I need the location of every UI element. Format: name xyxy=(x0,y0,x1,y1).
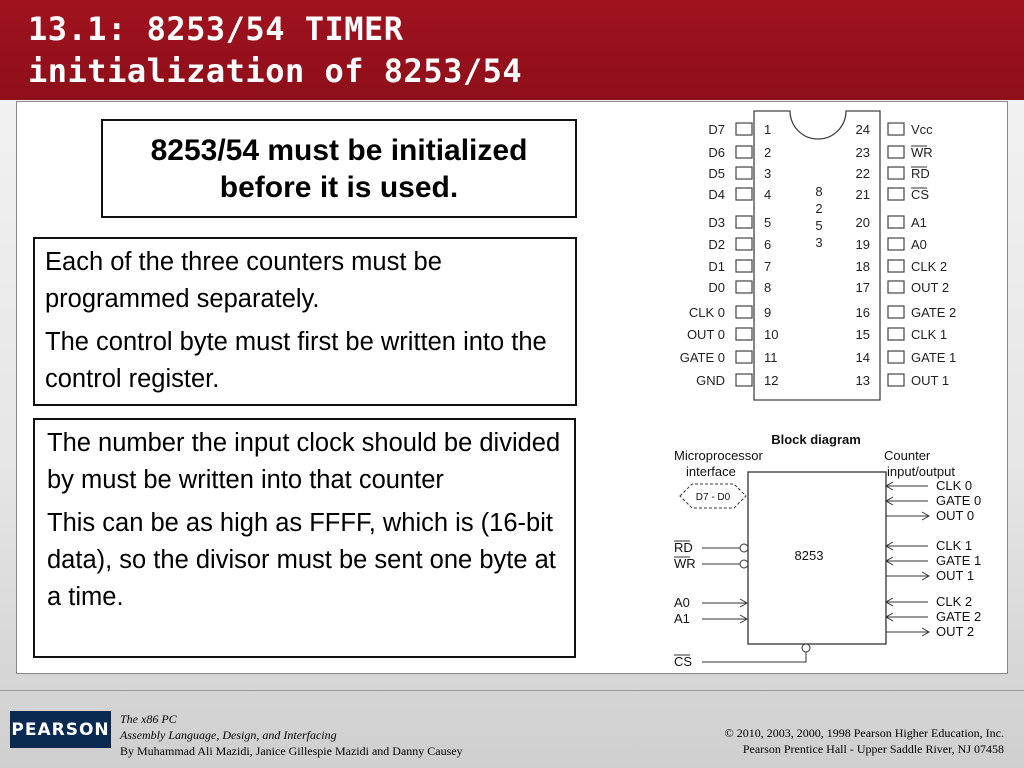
counter-signal-label: OUT 1 xyxy=(936,568,975,583)
pin-number: 7 xyxy=(764,259,772,274)
pin-label: D0 xyxy=(708,280,725,295)
pin-pad xyxy=(736,146,752,158)
right-heading: Counter xyxy=(884,448,931,463)
chip-label-char: 5 xyxy=(815,218,823,233)
pin-number: 10 xyxy=(764,327,779,342)
pin-label: D7 xyxy=(708,122,725,137)
pin-label: WR xyxy=(911,145,933,160)
pin-label: GND xyxy=(696,373,725,388)
pin-label: OUT 1 xyxy=(911,373,950,388)
active-low-bubble xyxy=(802,644,810,652)
publisher-line: Pearson Prentice Hall - Upper Saddle River, NJ 07458 xyxy=(742,742,1004,756)
counter-signal-label: CLK 0 xyxy=(936,478,973,493)
block-diagram xyxy=(660,428,990,674)
pin-number: 1 xyxy=(764,122,772,137)
pin-pad xyxy=(888,167,904,179)
pin-pad xyxy=(736,216,752,228)
paragraph: The control byte must first be written into the control register. xyxy=(45,328,547,393)
bus-label: D7 - D0 xyxy=(695,492,731,503)
paragraph: Each of the three counters must be programmed separately. xyxy=(45,248,442,313)
pin-number: 4 xyxy=(764,187,772,202)
paragraph: This can be as high as FFFF, which is (16-bit data), so the divisor must be sent one byte at a time. xyxy=(47,509,556,611)
pin-number: 9 xyxy=(764,305,772,320)
pin-number: 2 xyxy=(764,145,772,160)
right-heading: input/output xyxy=(887,464,955,479)
pin-pad xyxy=(888,123,904,135)
pin-label: A0 xyxy=(911,237,927,252)
pin-number: 19 xyxy=(855,237,870,252)
pinout-diagram xyxy=(660,108,960,408)
pin-number: 15 xyxy=(855,327,870,342)
pin-pad xyxy=(888,260,904,272)
pin-label: D4 xyxy=(708,187,725,202)
note-line-1: 8253/54 must be initialized xyxy=(150,133,528,167)
book-authors: By Muhammad Ali Mazidi, Janice Gillespie Mazidi and Danny Causey xyxy=(120,744,463,758)
block-diagram-title: Block diagram xyxy=(771,432,861,447)
pin-pad xyxy=(736,123,752,135)
pin-label: D2 xyxy=(708,237,725,252)
slide-title-line-1: 13.1: 8253/54 TIMER xyxy=(28,10,404,48)
pearson-logo: PEARSON xyxy=(10,711,111,748)
pin-label: CLK 1 xyxy=(911,327,948,342)
pin-label: D6 xyxy=(708,145,725,160)
initialization-note-box xyxy=(101,119,577,218)
note-line-2: before it is used. xyxy=(219,170,459,204)
pin-number: 21 xyxy=(855,187,870,202)
address-input-label: A0 xyxy=(674,595,690,610)
chip-label-char: 3 xyxy=(815,235,823,250)
pin-label: RD xyxy=(911,166,930,181)
paragraph: The number the input clock should be divided by must be written into that counter xyxy=(47,429,561,494)
pin-label: GATE 2 xyxy=(911,305,957,320)
title-bar xyxy=(0,0,1024,100)
pin-pad xyxy=(888,374,904,386)
active-low-bubble xyxy=(740,544,748,552)
counter-signal-label: CLK 2 xyxy=(936,594,973,609)
pin-pad xyxy=(888,328,904,340)
left-heading: Microprocessor xyxy=(674,448,763,463)
pin-label: GATE 1 xyxy=(911,350,957,365)
counter-signal-label: OUT 0 xyxy=(936,508,975,523)
pin-pad xyxy=(888,306,904,318)
pin-number: 22 xyxy=(855,166,870,181)
chip-select-label: CS xyxy=(674,654,693,669)
pin-pad xyxy=(888,281,904,293)
pin-pad xyxy=(736,188,752,200)
pin-number: 8 xyxy=(764,280,772,295)
pin-pad xyxy=(736,281,752,293)
counter-signal-label: GATE 0 xyxy=(936,493,982,508)
pin-pad xyxy=(736,238,752,250)
pin-pad xyxy=(736,260,752,272)
pin-label: D5 xyxy=(708,166,725,181)
book-subtitle: Assembly Language, Design, and Interfacing xyxy=(120,728,337,742)
pin-pad xyxy=(736,328,752,340)
footer-divider xyxy=(0,690,1024,691)
pin-pad xyxy=(736,351,752,363)
pin-pad xyxy=(888,351,904,363)
chip-label-char: 8 xyxy=(815,184,823,199)
pin-label: OUT 0 xyxy=(686,327,725,342)
pin-label: CLK 0 xyxy=(688,305,725,320)
book-credit xyxy=(120,711,463,759)
pin-number: 6 xyxy=(764,237,772,252)
pin-label: D3 xyxy=(708,215,725,230)
divisor-text-box xyxy=(33,418,576,658)
pin-number: 20 xyxy=(855,215,870,230)
pin-pad xyxy=(888,146,904,158)
pin-number: 3 xyxy=(764,166,772,181)
book-title: The x86 PC xyxy=(120,712,177,726)
control-input-label: WR xyxy=(674,556,696,571)
pin-pad xyxy=(736,306,752,318)
counter-signal-label: GATE 1 xyxy=(936,553,982,568)
chip-select-line xyxy=(702,652,806,662)
address-input-label: A1 xyxy=(674,611,690,626)
pin-number: 18 xyxy=(855,259,870,274)
chip-label-char: 2 xyxy=(815,201,823,216)
counter-signal-label: GATE 2 xyxy=(936,609,982,624)
pin-label: A1 xyxy=(911,215,927,230)
control-input-label: RD xyxy=(674,540,693,555)
pin-number: 24 xyxy=(855,122,870,137)
counter-signal-label: OUT 2 xyxy=(936,624,975,639)
pin-number: 5 xyxy=(764,215,772,230)
counter-signal-label: CLK 1 xyxy=(936,538,973,553)
slide-title-line-2: initialization of 8253/54 xyxy=(28,52,523,90)
pin-label: Vcc xyxy=(911,122,933,137)
pin-number: 23 xyxy=(855,145,870,160)
copyright-line: © 2010, 2003, 2000, 1998 Pearson Higher Education, Inc. xyxy=(724,726,1004,740)
counters-text-box xyxy=(33,237,577,406)
pin-number: 11 xyxy=(764,350,778,365)
pin-label: CLK 2 xyxy=(911,259,948,274)
pin-pad xyxy=(888,188,904,200)
pin-pad xyxy=(888,216,904,228)
pin-label: CS xyxy=(911,187,930,202)
pin-pad xyxy=(736,167,752,179)
pin-label: D1 xyxy=(708,259,725,274)
pin-pad xyxy=(888,238,904,250)
pin-label: GATE 0 xyxy=(679,350,725,365)
chip-name: 8253 xyxy=(794,548,824,563)
left-heading: interface xyxy=(686,464,736,479)
pin-label: OUT 2 xyxy=(911,280,950,295)
active-low-bubble xyxy=(740,560,748,568)
pin-number: 17 xyxy=(855,280,870,295)
copyright-notice xyxy=(725,725,1004,757)
pin-number: 14 xyxy=(855,350,870,365)
pin-number: 12 xyxy=(764,373,779,388)
pin-pad xyxy=(736,374,752,386)
pin-number: 13 xyxy=(855,373,870,388)
pin-number: 16 xyxy=(855,305,870,320)
